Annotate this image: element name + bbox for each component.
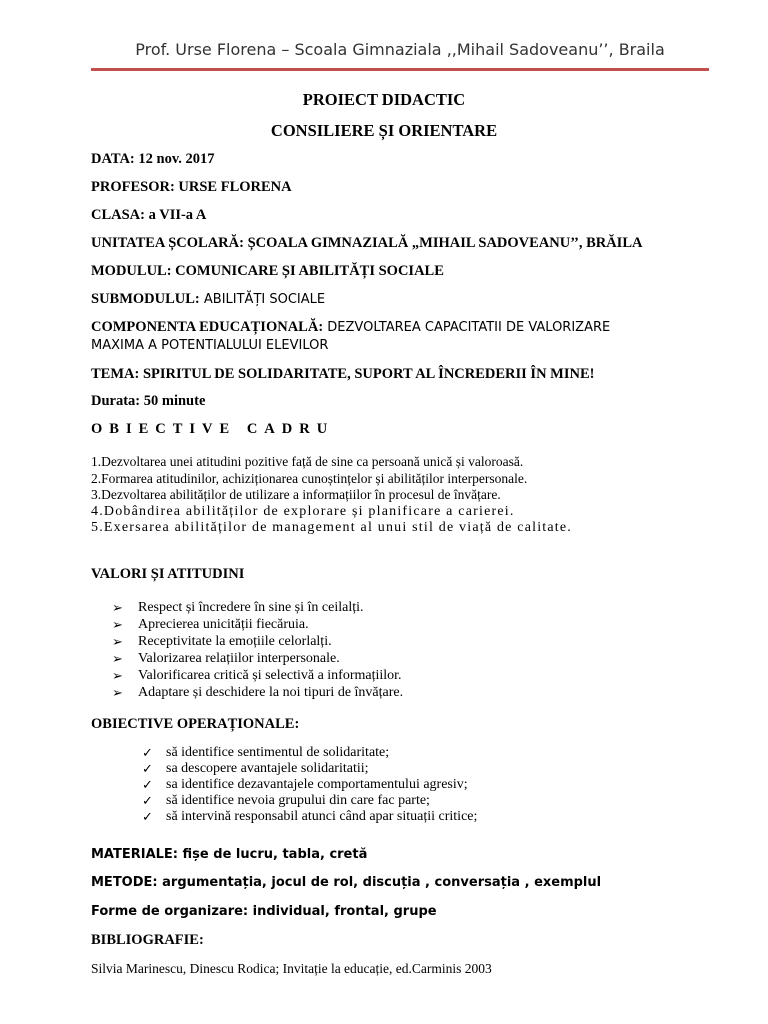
list-item-text: Adaptare și deschidere la noi tipuri de învățare. [138, 685, 404, 700]
arrow-bullet-icon: ➢ [112, 668, 123, 683]
materials-line [91, 847, 367, 862]
organization-forms-value: individual, frontal, grupe [248, 904, 437, 919]
list-item [112, 599, 403, 616]
list-item-text: sa descopere avantajele solidaritatii; [166, 761, 369, 776]
document-title: PROIECT DIDACTIC [302, 90, 466, 109]
list-item-text: să intervină responsabil atunci când apar situații critice; [166, 809, 478, 824]
checkmark-icon: ✓ [142, 745, 153, 760]
bibliography-heading: BIBLIOGRAFIE: [91, 932, 204, 948]
component-value: DEZVOLTAREA CAPACITATII DE VALORIZARE [323, 320, 611, 335]
list-item [112, 633, 403, 650]
submodule-label: SUBMODULUL: [91, 291, 200, 307]
school-line: UNITATEA ȘCOLARĂ: ȘCOALA GIMNAZIALĂ „MIHAIL SADOVEANU’’, BRĂILA [91, 235, 643, 251]
checkmark-icon: ✓ [142, 809, 153, 824]
organization-forms-line [91, 904, 437, 919]
methods-line [91, 875, 601, 890]
framework-objectives-list [91, 454, 572, 537]
list-item-text: Valorizarea relațiilor interpersonale. [138, 651, 340, 666]
list-item [142, 745, 477, 761]
list-item: 1.Dezvoltarea unei atitudini pozitive față de sine ca persoană unică și valoroasă. [91, 454, 524, 469]
values-list [112, 599, 403, 701]
arrow-bullet-icon: ➢ [112, 600, 123, 615]
list-item-text: să identifice sentimentul de solidaritate; [166, 745, 390, 760]
list-item: 5.Exersarea abilităților de management al unui stil de viață de calitate. [91, 520, 572, 535]
arrow-bullet-icon: ➢ [112, 634, 123, 649]
methods-label: METODE: [91, 875, 158, 890]
document-subtitle: CONSILIERE ȘI ORIENTARE [270, 121, 498, 140]
list-item [112, 616, 403, 633]
framework-objectives-heading: OBIECTIVE CADRU [91, 421, 335, 437]
checkmark-icon: ✓ [142, 777, 153, 792]
list-item [112, 650, 403, 667]
arrow-bullet-icon: ➢ [112, 651, 123, 666]
list-item: 3.Dezvoltarea abilităților de utilizare a informațiilor în procesul de învățare. [91, 487, 501, 502]
list-item [112, 667, 403, 684]
list-item-text: Aprecierea unicității fiecăruia. [138, 617, 309, 632]
checkmark-icon: ✓ [142, 793, 153, 808]
list-item-text: să identifice nevoia grupului din care fac parte; [166, 793, 430, 808]
page-header: Prof. Urse Florena – Scoala Gimnaziala ,,Mihail Sadoveanu’’, Braila [135, 40, 665, 59]
methods-value: argumentația, jocul de rol, discuția , conversația , exemplul [157, 875, 602, 890]
list-item-text: sa identifice dezavantajele comportamentului agresiv; [166, 777, 468, 792]
list-item [142, 777, 477, 793]
arrow-bullet-icon: ➢ [112, 617, 123, 632]
list-item [142, 793, 477, 809]
list-item-text: Respect și încredere în sine și în ceilalți. [138, 600, 364, 615]
submodule-line [91, 291, 325, 308]
list-item [142, 809, 477, 825]
materials-label: MATERIALE: [91, 847, 179, 862]
list-item [142, 761, 477, 777]
list-item-text: Valorificarea critică și selectivă a informațiilor. [138, 668, 402, 683]
list-item: 4.Dobândirea abilităților de explorare și planificare a carierei. [91, 503, 515, 519]
submodule-value: ABILITĂȚI SOCIALE [199, 292, 326, 307]
operational-objectives-heading: OBIECTIVE OPERAȚIONALE: [91, 716, 300, 732]
header-rule [91, 68, 709, 71]
module-line: MODULUL: COMUNICARE ȘI ABILITĂȚI SOCIALE [91, 263, 444, 279]
theme-line: TEMA: SPIRITUL DE SOLIDARITATE, SUPORT AL ÎNCREDERII ÎN MINE! [91, 366, 595, 382]
list-item [112, 684, 403, 701]
operational-objectives-list [142, 745, 477, 825]
list-item-text: Receptivitate la emoțiile celorlalți. [138, 634, 332, 649]
checkmark-icon: ✓ [142, 761, 153, 776]
materials-value: fișe de lucru, tabla, cretă [178, 847, 368, 862]
values-heading: VALORI ȘI ATITUDINI [91, 566, 245, 582]
date-line: DATA: 12 nov. 2017 [91, 151, 215, 167]
component-label: COMPONENTA EDUCAȚIONALĂ: [91, 319, 324, 335]
organization-forms-label: Forme de organizare: [91, 904, 249, 919]
duration-line: Durata: 50 minute [91, 393, 206, 409]
component-value-continued: MAXIMA A POTENTIALULUI ELEVILOR [91, 338, 329, 353]
teacher-line: PROFESOR: URSE FLORENA [91, 179, 292, 195]
arrow-bullet-icon: ➢ [112, 685, 123, 700]
class-line: CLASA: a VII-a A [91, 207, 207, 223]
list-item: 2.Formarea atitudinilor, achiziționarea cunoștințelor și abilităților interpersonale. [91, 470, 528, 486]
component-line [91, 319, 610, 336]
bibliography-entry: Silvia Marinescu, Dinescu Rodica; Invitație la educație, ed.Carminis 2003 [91, 961, 492, 976]
